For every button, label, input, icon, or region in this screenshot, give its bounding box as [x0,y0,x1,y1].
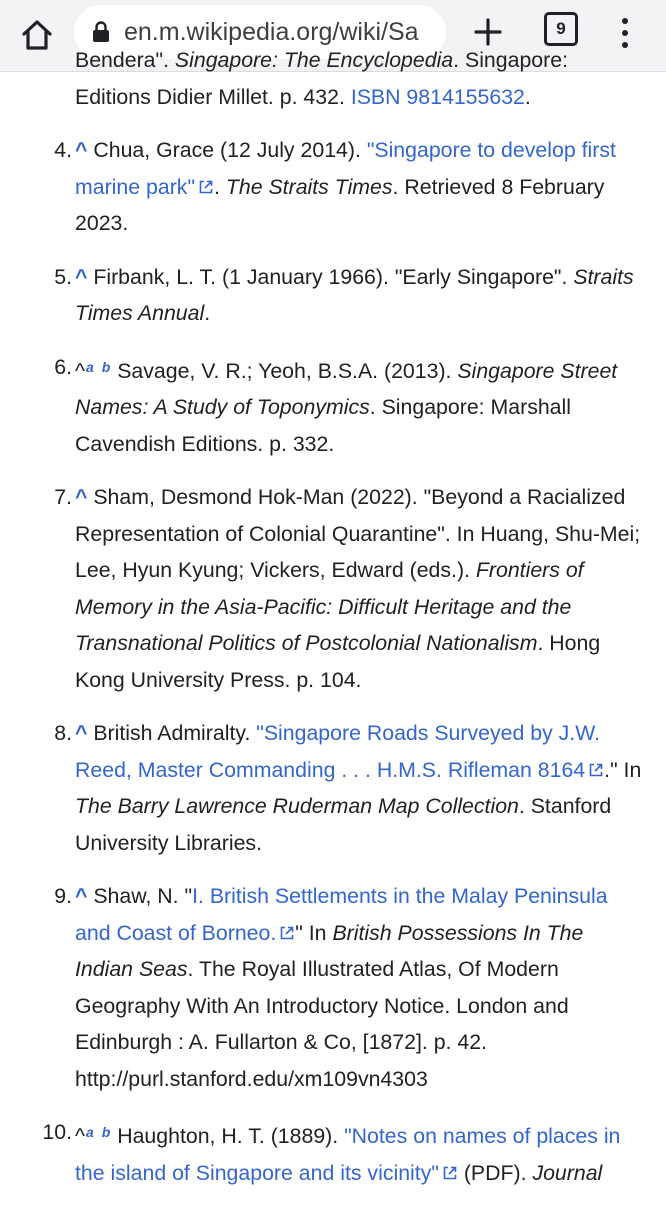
isbn-link[interactable]: ISBN 9814155632 [350,84,525,109]
ref-work-title: The Straits Times [225,174,393,199]
backlink-caret[interactable]: ^ [75,138,88,162]
backlink-b[interactable]: b [101,1124,111,1140]
ref-work-title: British Possessions In The Indian Seas [75,920,584,981]
ref-text: British Admiralty. [87,721,257,745]
ref-text: Savage, V. R.; Yeoh, B.S.A. (2013). [111,358,458,383]
ref-text: . Stanford University Libraries. [75,794,612,855]
ref-text: . Retrieved 8 February 2023. [75,174,605,235]
tab-switcher-button[interactable] [544,12,578,46]
ref-number: 8. [54,721,72,745]
ref-number: 5. [54,264,72,289]
reference-6 [0,349,666,463]
external-link-icon [442,1165,458,1181]
backlink-caret: ^ [75,358,85,383]
tab-count: 9 [556,19,566,38]
ref-work-title: Frontiers of Memory in the Asia-Pacific: Difficult Heritage and the Transnational Politics of Postcolonial Nationalism [75,558,584,655]
reference-7 [0,479,666,698]
ref-text: (PDF). [457,1160,533,1185]
backlink-caret[interactable]: ^ [75,264,88,289]
reference-4 [0,132,666,242]
external-link-icon [588,762,604,778]
ref-text: . The Royal Illustrated Atlas, Of Modern Geography With An Introductory Notice. London and Edinburgh : A. Fullarton & Co, [1872]. p. 42. http://purl.stanford.edu/xm109vn4303 [75,957,569,1091]
ref-text: Haughton, H. T. (1889). [111,1124,345,1148]
external-link-icon [198,179,214,195]
ref-work-title: The Barry Lawrence Ruderman Map Collection [75,794,519,818]
ref-text: . [204,301,211,325]
ref-text: Firbank, L. T. (1 January 1966). "Early Singapore". [87,264,574,289]
ref-number: 4. [54,138,72,162]
ref-work-title: Straits Times Annual [75,264,634,325]
ref-number: 6. [54,354,72,379]
ref-text: " In [295,920,333,945]
link-text: "Singapore to develop first marine park" [75,138,616,199]
reference-5 [0,259,666,332]
backlink-caret[interactable]: ^ [75,884,88,908]
page-content [0,48,666,1200]
ref-work-title: Singapore Street Names: A Study of Toponymics [75,358,618,419]
backlink-caret[interactable]: ^ [75,485,88,509]
ref-text: . [214,174,226,199]
backlink-caret[interactable]: ^ [75,721,88,745]
url-text: en.m.wikipedia.org/wiki/Sa [124,17,419,46]
ref-text: . Hong Kong University Press. p. 104. [75,631,601,692]
link-text: "Notes on names of places in the island of Singapore and its vicinity" [75,1124,621,1185]
link-text: "Singapore Roads Surveyed by J.W. Reed, Master Commanding . . . H.M.S. Rifleman 8164 [75,721,601,782]
backlink-caret: ^ [75,1124,85,1148]
backlink-a[interactable]: a [86,358,94,375]
reference-3 [0,42,666,115]
ref-text: Shaw, N. " [87,884,193,908]
ref-text: . [524,84,531,109]
ref-text: Sham, Desmond Hok-Man (2022). "Beyond a Racialized Representation of Colonial Quarantine". In Huang, Shu-Mei; Lee, Hyun Kyung; Vickers, Edward (eds.). [75,485,641,582]
backlink-b[interactable]: b [101,358,111,375]
link-text: I. British Settlements in the Malay Peninsula and Coast of Borneo. [75,884,608,945]
ref-number: 7. [54,485,72,509]
ref-text: . Singapore: Marshall Cavendish Editions. p. 332. [75,395,571,456]
ref-work-title: Journal [532,1160,603,1185]
ref-number: 10. [42,1120,72,1144]
lock-icon [90,21,112,43]
reference-8 [0,715,666,861]
backlink-a[interactable]: a [86,1124,94,1140]
references-list [0,42,666,1208]
ref-number: 9. [54,884,72,908]
reference-9 [0,878,666,1097]
external-link-icon [279,925,295,941]
reference-10 [0,1114,666,1191]
ref-text: ." In [604,757,642,782]
ref-work-title: Singapore: The Encyclopedia [174,48,454,72]
ref-text: . Singapore: Editions Didier Millet. p. 432. [75,48,569,109]
ref-text: Bendera". [75,48,175,72]
ref-text: Chua, Grace (12 July 2014). [87,138,367,162]
